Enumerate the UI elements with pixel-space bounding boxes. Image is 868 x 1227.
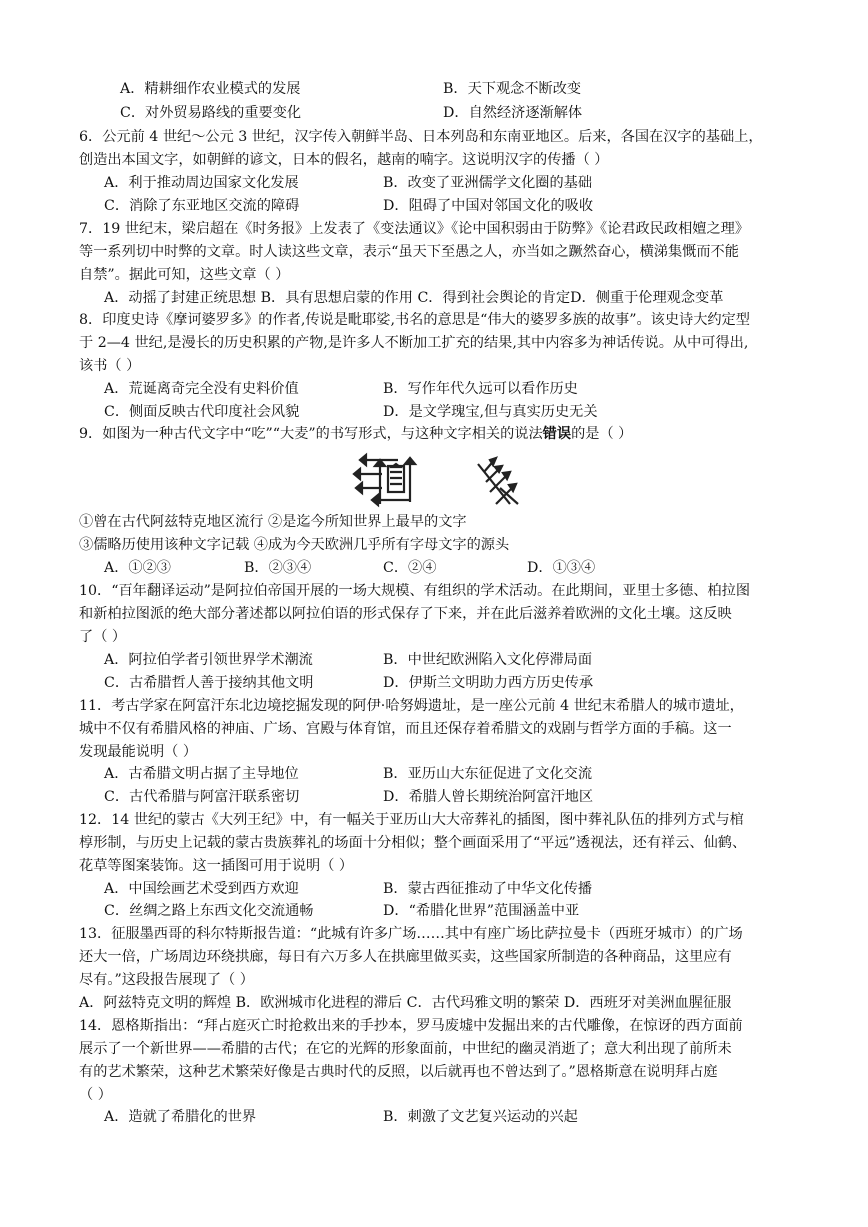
q6-stem-line-2: 创造出本国文字，如朝鲜的谚文，日本的假名，越南的喃字。这说明汉字的传播（ ） (79, 152, 609, 168)
q11-option-a: A．古希腊文明占据了主导地位 (104, 766, 299, 782)
q5-option-c: C．对外贸易路线的重要变化 (120, 105, 302, 121)
q8-stem-line-1: 8．印度史诗《摩诃婆罗多》的作者,传说是毗耶娑,书名的意思是“伟大的婆罗多族的故事”。该史诗大约定型 (79, 312, 750, 328)
q9-stem-before: 9．如图为一种古代文字中“吃”“大麦”的书写形式，与这种文字相关的说法 (79, 426, 543, 442)
q13-stem-line-1: 13．征服墨西哥的科尔特斯报告道：“此城有许多广场……其中有座广场比萨拉曼卡（西班牙城市）的广场 (79, 926, 743, 942)
q11-option-b: B．亚历山大东征促进了文化交流 (383, 766, 593, 782)
q9-option-d: D．①③④ (527, 560, 596, 576)
q13-options: A．阿兹特克文明的辉煌 B．欧洲城市化进程的滞后 C．古代玛雅文明的繁荣 D．西班牙对美洲血腥征服 (79, 995, 732, 1011)
q9-statements-line-2: ③儒略历使用该种文字记载 ④成为今天欧洲几乎所有字母文字的源头 (79, 537, 510, 553)
q14-stem-line-2: 展示了一个新世界——希腊的古代；在它的光辉的形象面前，中世纪的幽灵消逝了；意大利出现了前所未 (79, 1041, 732, 1057)
cuneiform-figure (350, 452, 530, 508)
q10-stem-line-1: 10．“百年翻译运动”是阿拉伯帝国开展的一场大规模、有组织的学术活动。在此期间，亚里士多德、柏拉图 (79, 583, 751, 599)
q9-stem-emphasis: 错误 (542, 426, 572, 442)
q13-stem-line-2: 还大一倍，广场周边环绕拱廊，每日有六万多人在拱廊里做买卖，这些国家所制造的各种商品，这里应有 (79, 949, 732, 965)
cuneiform-sign-eat (354, 455, 415, 505)
q14-stem-line-4: （ ） (79, 1087, 112, 1103)
q9-option-b: B．②③④ (244, 560, 312, 576)
q7-options: A．动摇了封建正统思想 B．具有思想启蒙的作用 C．得到社会舆论的肯定D．侧重于伦理观念变革 (104, 290, 724, 306)
q8-option-c: C．侧面反映古代印度社会风貌 (104, 404, 300, 420)
q14-option-a: A．造就了希腊化的世界 (104, 1109, 257, 1125)
q10-stem-line-2: 和新柏拉图派的绝大部分著述都以阿拉伯语的形式保存了下来，并在此后滋养着欧洲的文化土壤。这反映 (79, 606, 732, 622)
q9-option-c: C．②④ (383, 560, 437, 576)
q8-stem-line-3: 该书（ ） (79, 358, 141, 374)
q12-option-a: A．中国绘画艺术受到西方欢迎 (104, 881, 299, 897)
q6-stem-line-1: 6．公元前 4 世纪～公元 3 世纪，汉字传入朝鲜半岛、日本列岛和东南亚地区。后来，各国在汉字的基础上， (79, 129, 763, 145)
q13-stem-line-3: 尽有。”这段报告展现了（ ） (79, 972, 254, 988)
q8-stem-line-2: 于 2—4 世纪,是漫长的历史积累的产物,是许多人不断加工扩充的结果,其中内容多为神话传说。从中可得出, (79, 335, 749, 351)
q5-option-d: D．自然经济逐渐解体 (443, 105, 583, 121)
q10-option-d: D．伊斯兰文明助力西方历史传承 (383, 675, 594, 691)
cuneiform-sign-barley (478, 458, 518, 504)
q10-option-c: C．古希腊哲人善于接纳其他文明 (104, 675, 314, 691)
q10-option-a: A．阿拉伯学者引领世界学术潮流 (104, 652, 313, 668)
q12-stem-line-1: 12．14 世纪的蒙古《大列王纪》中，有一幅关于亚历山大大帝葬礼的插图，图中葬礼队伍的排列方式与棺 (79, 812, 744, 828)
q11-stem-line-3: 发现最能说明（ ） (79, 744, 198, 760)
q11-stem-line-1: 11．考古学家在阿富汗东北边境挖掘发现的阿伊·哈努姆遗址，是一座公元前 4 世纪末希腊人的城市遗址， (79, 698, 744, 714)
q12-stem-line-3: 花草等图案装饰。这一插图可用于说明（ ） (79, 858, 354, 874)
q5-option-b: B．天下观念不断改变 (443, 81, 582, 97)
q7-stem-line-2: 等一系列切中时弊的文章。时人读这些文章，表示“虽天下至愚之人，亦当如之蹶然奋心，横涕集慨而不能 (79, 244, 739, 260)
q9-stem (79, 425, 632, 443)
q8-option-b: B．写作年代久远可以看作历史 (383, 381, 578, 397)
q11-option-c: C．古代希腊与阿富汗联系密切 (104, 789, 300, 805)
q12-option-c: C．丝绸之路上东西文化交流通畅 (104, 903, 314, 919)
q14-stem-line-3: 有的艺术繁荣，这种艺术繁荣好像是古典时代的反照，以后就再也不曾达到了。”恩格斯意在说明拜占庭 (79, 1064, 718, 1080)
q12-stem-line-2: 椁形制，与历史上记载的蒙古贵族葬礼的场面十分相似；整个画面采用了“平远”透视法，还有祥云、仙鹤、 (79, 835, 747, 851)
q5-option-a: A．精耕细作农业模式的发展 (120, 81, 301, 97)
q6-option-d: D．阻碍了中国对邻国文化的吸收 (383, 198, 594, 214)
q6-option-b: B．改变了亚洲儒学文化圈的基础 (383, 175, 593, 191)
q14-stem-line-1: 14．恩格斯指出：“拜占庭灭亡时抢救出来的手抄本，罗马废墟中发掘出来的古代雕像，在惊讶的西方面前 (79, 1018, 743, 1034)
q11-stem-line-2: 城中不仅有希腊风格的神庙、广场、宫殿与体育馆，而且还保存着希腊文的戏剧与哲学方面的手稿。这一 (79, 721, 732, 737)
q11-option-d: D．希腊人曾长期统治阿富汗地区 (383, 789, 594, 805)
q8-option-a: A．荒诞离奇完全没有史料价值 (104, 381, 299, 397)
q7-stem-line-3: 自禁”。据此可知，这些文章（ ） (79, 267, 290, 283)
q9-option-a: A．①②③ (104, 560, 171, 576)
q12-option-b: B．蒙古西征推动了中华文化传播 (383, 881, 593, 897)
q9-stem-after: 的是（ ） (571, 426, 633, 442)
q12-option-d: D．“希腊化世界”范围涵盖中亚 (383, 903, 580, 919)
q6-option-a: A．利于推动周边国家文化发展 (104, 175, 299, 191)
q10-option-b: B．中世纪欧洲陷入文化停滞局面 (383, 652, 593, 668)
q14-option-b: B．刺激了文艺复兴运动的兴起 (383, 1109, 578, 1125)
q6-option-c: C．消除了东亚地区交流的障碍 (104, 198, 300, 214)
q8-option-d: D．是文学瑰宝,但与真实历史无关 (383, 404, 598, 420)
q10-stem-line-3: 了（ ） (79, 629, 127, 645)
q7-stem-line-1: 7．19 世纪末，梁启超在《时务报》上发表了《变法通议》《论中国积弱由于防弊》《论君政民政相嬗之理》 (79, 221, 750, 237)
q9-statements-line-1: ①曾在古代阿兹特克地区流行 ②是迄今所知世界上最早的文字 (79, 514, 467, 530)
